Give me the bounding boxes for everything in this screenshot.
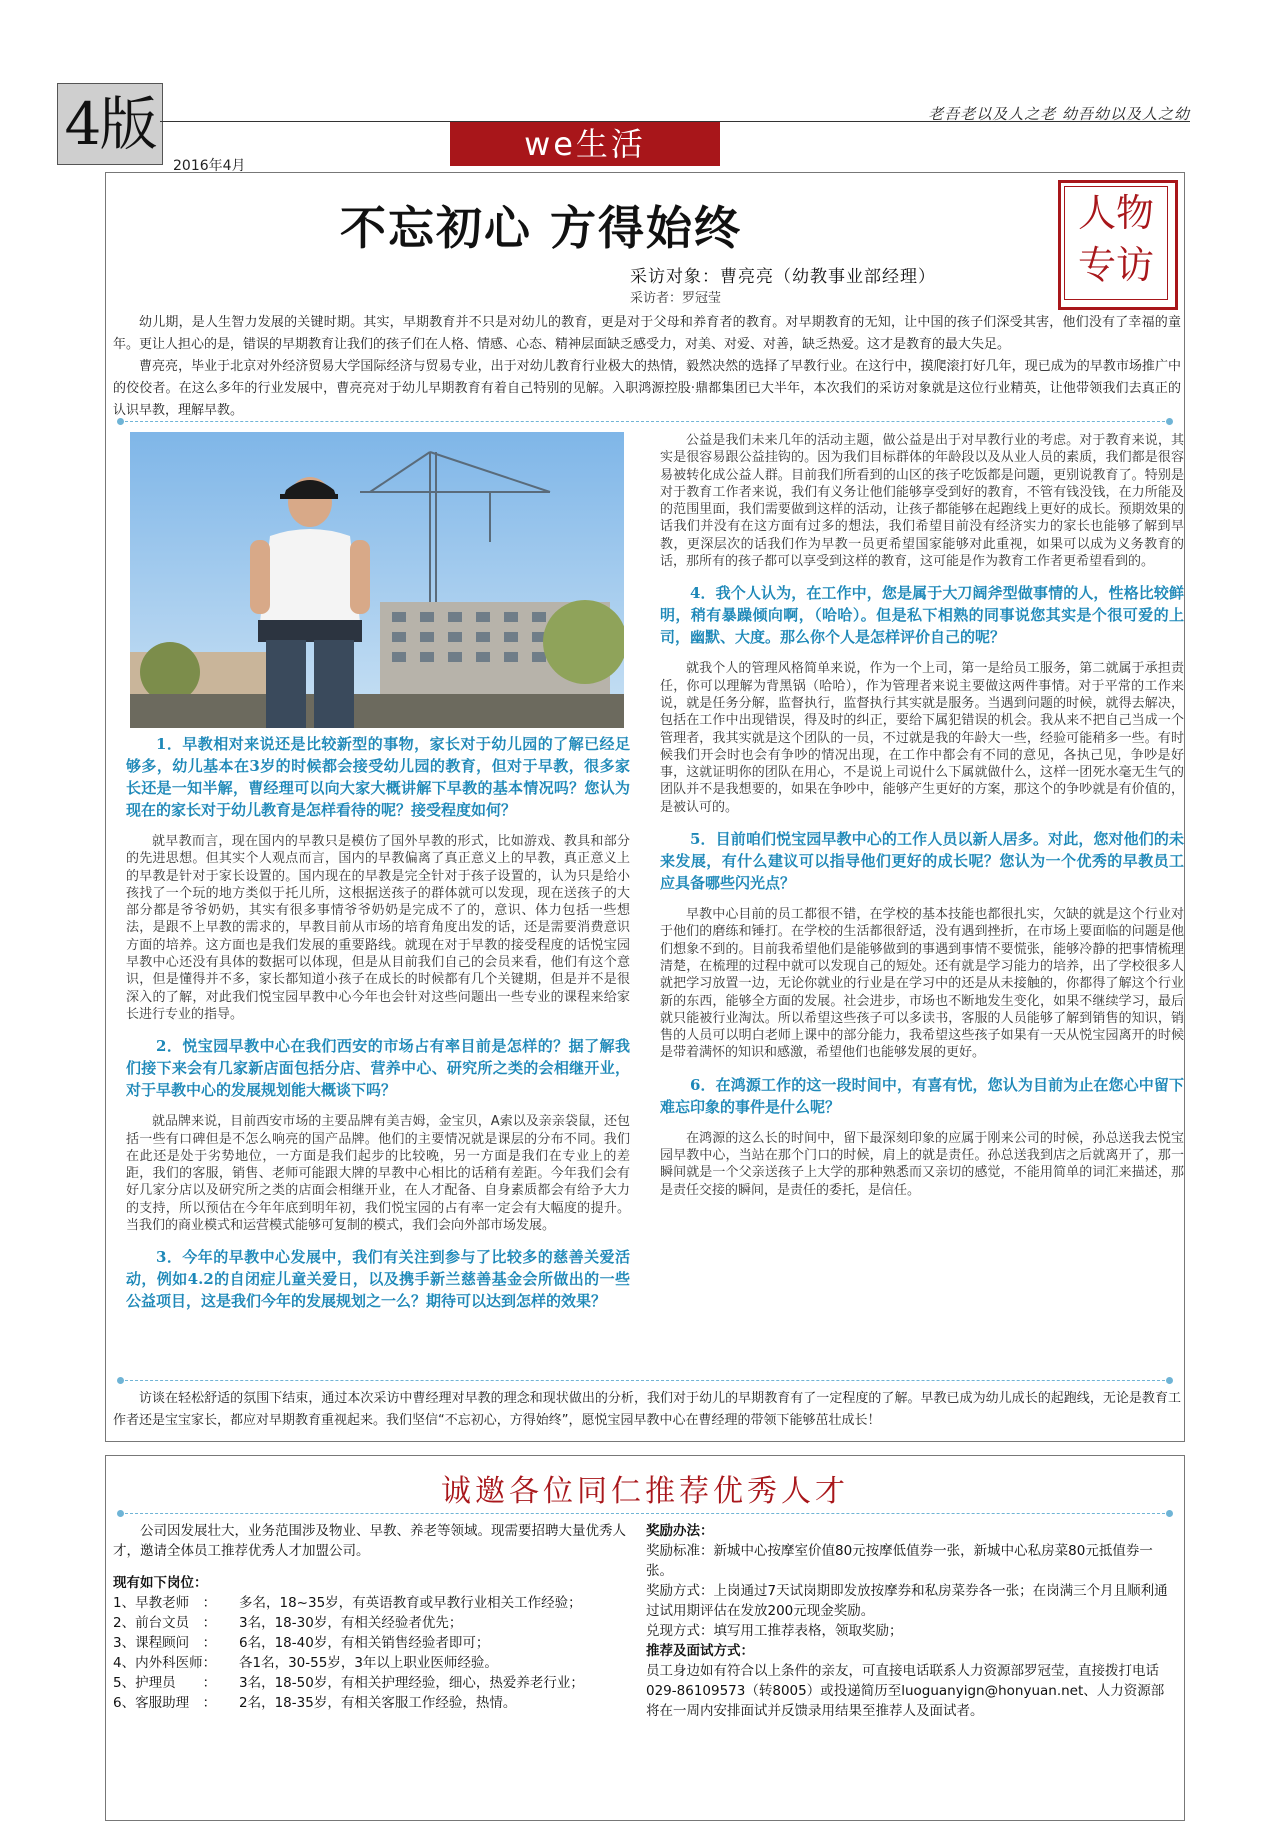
interview-question: 6．在鸿源工作的这一段时间中，有喜有忧，您认为目前为止在您心中留下难忘印象的事件是什么呢？ <box>660 1075 1184 1116</box>
interview-answer: 就早教而言，现在国内的早教只是模仿了国外早教的形式，比如游戏、教具和部分的先进思想。但其实个人观点而言，国内的早教偏离了真正意义上的早教，真正意义上的早教是针对于家长设置的。国内现在的早教是完全针对于孩子设置的，认为只是给小孩找了一个玩的地方类似于托儿所，这根据送孩子的群体就可以发现，现在送孩子的大部分都是爷爷奶奶，其实有很多事情爷爷奶奶是完成不了的，意识、体力包括一些想法，是跟不上早教的需求的，早教目前从市场的培育角度出发的话，还是需要消费意识方面的培养。这方面也是我们发展的重要路线。就现在对于早教的接受程度的话悦宝园早教中心还没有具体的数据可以体现，但是从目前我们自己的会员来看，他们有这个意识，但是懂得并不多，家长都知道小孩子在成长的时候都有几个关键期，但是并不是很深入的了解，对此我们悦宝园早教中心今年也会针对这些问题出一些专业的课程来给家长进行专业的指导。 <box>126 834 630 1022</box>
interview-question: 4．我个人认为，在工作中，您是属于大刀阔斧型做事情的人，性格比较鲜明，稍有暴躁倾向啊，（哈哈）。但是私下相熟的同事说您其实是个很可爱的上司，幽默、大度。那么你个人是怎样评价自己的呢？ <box>660 584 1184 647</box>
section-divider <box>120 421 1170 422</box>
interview-answer: 公益是我们未来几年的活动主题，做公益是出于对早教行业的考虑。对于教育来说，其实是很容易跟公益挂钩的。因为我们目标群体的年龄段以及从业人员的素质，我们都是很容易被转化成公益人群。目前我们所看到的山区的孩子吃饭都是问题，更别说教育了。特别是对于教育工作者来说，我们有义务让他们能够享受到好的教育，不管有钱没钱，在力所能及的范围里面，我们需要做到这样的活动，让孩子都能够在起跑线上更好的成长。预期效果的话我们并没有在这方面有过多的想法，我们希望目前没有经济实力的家长也能够了解到早教，更深层次的话我们作为早教一员更希望国家能够对此重视，如果可以成为义务教育的话，那所有的孩子都可以享受到这样的教育，这可能是作为教育工作者更希望看到的。 <box>660 433 1184 570</box>
feature-stamp-text <box>1064 186 1168 300</box>
interview-answer: 在鸿源的这么长的时间中，留下最深刻印象的应属于刚来公司的时候，孙总送我去悦宝园早教中心，当站在那个门口的时候，肩上的就是责任。孙总送我到店之后就离开了，那一瞬间就是一个父亲送孩子上大学的那种熟悉而又亲切的感觉，不能用简单的词汇来描述，那是责任交接的瞬间，是责任的委托，是信任。 <box>660 1130 1184 1198</box>
section-tab: we生活 <box>450 122 720 166</box>
interviewer-line: 采访者：罗冠莹 <box>630 291 722 306</box>
position-name: 6、客服助理 ： <box>113 1695 217 1711</box>
position-row <box>113 1653 633 1673</box>
section-divider <box>120 1380 1170 1381</box>
position-name: 1、早教老师 ： <box>113 1595 217 1611</box>
stamp-line: 人物 <box>1077 191 1154 235</box>
lead-paragraph: 幼儿期，是人生智力发展的关键时期。其实，早期教育并不只是对幼儿的教育，更是对于父母和养育者的教育。对早期教育的无知，让中国的孩子们深受其害，他们没有了幸福的童年。更让人担心的是，错误的早期教育让我们的孩子们在人格、情感、心态、精神层面缺乏感受力，对美、对爱、对善，缺乏热爱。这才是教育的最大失足。 <box>113 315 1181 352</box>
masthead-slogan: 老吾老以及人之老 幼吾幼以及人之幼 <box>928 105 1190 123</box>
position-desc: 6名，18-40岁，有相关销售经验者即可； <box>239 1635 490 1651</box>
position-desc: 2名，18-35岁，有相关客服工作经验，热情。 <box>239 1695 517 1711</box>
section-divider <box>120 1513 1170 1514</box>
interviewee-line: 采访对象：曹亮亮（幼教事业部经理） <box>630 267 936 287</box>
position-desc: 多名，18~35岁，有英语教育或早教行业相关工作经验； <box>239 1595 582 1611</box>
recruit-rewards <box>646 1521 1176 1721</box>
position-name: 3、课程顾问 ： <box>113 1635 217 1651</box>
apply-text: 员工身边如有符合以上条件的亲友，可直接电话联系人力资源部罗冠莹，直接拨打电话029-86109573（转8005）或投递简历至luoguanyign@honyuan.net、人力资源部将在一周内安排面试并反馈录用结果至推荐人及面试者。 <box>646 1663 1165 1719</box>
article-lead <box>113 312 1181 422</box>
position-desc: 3名，18-50岁，有相关护理经验，细心，热爱养老行业； <box>239 1675 584 1691</box>
closing-paragraph: 访谈在轻松舒适的氛围下结束，通过本次采访中曹经理对早教的理念和现状做出的分析，我们对于幼儿的早期教育有了一定程度的了解。早教已成为幼儿成长的起跑线，无论是教育工作者还是宝宝家长，都应对早期教育重视起来。我们坚信“不忘初心，方得始终”，愿悦宝园早教中心在曹经理的带领下能够茁壮成长！ <box>113 1391 1181 1428</box>
position-desc: 3名，18-30岁，有相关经验者优先； <box>239 1615 463 1631</box>
reward-line: 奖励方式：上岗通过7天试岗期即发放按摩券和私房菜券各一张；在岗满三个月且顺利通过试用期评估在发放200元现金奖励。 <box>646 1583 1168 1619</box>
reward-heading: 奖励办法： <box>646 1523 714 1539</box>
lead-paragraph: 曹亮亮，毕业于北京对外经济贸易大学国际经济与贸易专业，出于对幼儿教育行业极大的热情，毅然决然的选择了早教行业。在这行中，摸爬滚打好几年，现已成为的早教市场推广中的佼佼者。在这么多年的行业发展中，曹亮亮对于幼儿早期教育有着自己特别的见解。入职鸿源控股·鼎都集团已大半年，本次我们的采访对象就是这位行业精英，让他带领我们去真正的认识早教，理解早教。 <box>113 359 1181 418</box>
article-closing <box>113 1388 1181 1432</box>
recruit-positions <box>113 1521 633 1713</box>
position-row <box>113 1613 633 1633</box>
article-column-right <box>660 432 1184 1199</box>
interview-question: 2．悦宝园早教中心在我们西安的市场占有率目前是怎样的？据了解我们接下来会有几家新店面包括分店、营养中心、研究所之类的会相继开业，对于早教中心的发展规划能大概谈下吗？ <box>126 1037 630 1100</box>
position-row <box>113 1693 633 1713</box>
position-row <box>113 1593 633 1613</box>
interview-answer: 就我个人的管理风格简单来说，作为一个上司，第一是给员工服务，第二就属于承担责任，你可以理解为背黑锅（哈哈），作为管理者来说主要做这两件事情。对于平常的工作来说，就是任务分解，监督执行，监督执行其实就是服务。当遇到问题的时候，就得去解决，包括在工作中出现错误，得及时的纠正，要给下属犯错误的机会。我从来不把自己当成一个管理者，我其实就是这个团队的一员，不过就是我的年龄大一些，经验可能稍多一些。有时候我们开会时也会有争吵的情况出现，在工作中都会有不同的意见，各执己见，争吵是好事，这就证明你的团队在用心，不是说上司说什么下属就做什么，这样一团死水毫无生气的团队并不是我想要的，如果在争吵中，能够产生更好的方案，那这个的争吵就是有价值的，是被认可的。 <box>660 661 1184 815</box>
interview-answer: 早教中心目前的员工都很不错，在学校的基本技能也都很扎实，欠缺的就是这个行业对于他们的磨练和锤打。在学校的生活都很舒适，没有遇到挫折，在市场上要面临的问题是他们想象不到的。目前我希望他们是能够做到的事遇到事情不要慌张，能够冷静的把事情梳理清楚，在梳理的过程中就可以发现自己的短处。还有就是学习能力的培养，出了学校很多人就把学习放置一边，无论你就业的行业是在学习中的还是从未接触的，你都得了解这个行业新的东西，能够全方面的发展。社会进步，市场也不断地发生变化，如果不继续学习，最后就只能被行业淘汰。所以希望这些孩子可以多读书，客服的人员能够了解到销售的知识，销售的人员可以明白老师上课中的部分能力，我希望这些孩子如果有一天从悦宝园离开的时候是带着满怀的知识和感激，希望他们也能够发展的更好。 <box>660 907 1184 1061</box>
article-title: 不忘初心 方得始终 <box>340 201 743 255</box>
position-name: 4、内外科医师： <box>113 1655 217 1671</box>
article-column-left <box>126 733 630 1312</box>
reward-line: 奖励标准：新城中心按摩室价值80元按摩低值券一张，新城中心私房菜80元抵值券一张。 <box>646 1543 1153 1579</box>
issue-date: 2016年4月 <box>173 158 246 174</box>
apply-heading: 推荐及面试方式： <box>646 1643 754 1659</box>
interview-question: 1．早教相对来说还是比较新型的事物，家长对于幼儿园的了解已经足够多，幼儿基本在3岁的时候都会接受幼儿园的教育，但对于早教，很多家长还是一知半解，曹经理可以向大家大概讲解下早教的基本情况吗？您认为现在的家长对于幼儿教育是怎样看待的呢？接受程度如何？ <box>126 735 630 819</box>
page-number: 4版 <box>57 83 163 165</box>
position-name: 5、护理员 ： <box>113 1675 217 1691</box>
stamp-line: 专访 <box>1077 243 1154 287</box>
photo-illustration <box>130 432 624 728</box>
reward-line: 兑现方式：填写用工推荐表格，领取奖励； <box>646 1623 903 1639</box>
interview-question: 5．目前咱们悦宝园早教中心的工作人员以新人居多。对此，您对他们的未来发展，有什么建议可以指导他们更好的成长呢？您认为一个优秀的早教员工应具备哪些闪光点？ <box>660 830 1184 893</box>
recruit-title: 诚邀各位同仁推荐优秀人才 <box>441 1474 849 1509</box>
position-row <box>113 1673 633 1693</box>
position-name: 2、前台文员 ： <box>113 1615 217 1631</box>
interviewee-photo <box>130 432 624 728</box>
interview-question: 3．今年的早教中心发展中，我们有关注到参与了比较多的慈善关爱活动，例如4.2的自闭症儿童关爱日，以及携手新兰慈善基金会所做出的一些公益项目，这是我们今年的发展规划之一么？期待可以达到怎样的效果？ <box>126 1248 630 1311</box>
interview-answer: 就品牌来说，目前西安市场的主要品牌有美吉姆，金宝贝，A索以及亲亲袋鼠，还包括一些有口碑但是不怎么响亮的国产品牌。他们的主要情况就是课层的分布不同。我们在此还是处于劣势地位，一方面是我们起步的比较晚，另一方面是我们在专业上的差距，我们的客服，销售、老师可能跟大牌的早教中心相比的话稍有差距。今年我们会有好几家分店以及研究所之类的店面会相继开业，在人才配备、自身素质都会有给予大力的支持，所以预估在今年年底到明年初，我们悦宝园的占有率一定会有大幅度的提升。当我们的商业模式和运营模式能够可复制的模式，我们会向外部市场发展。 <box>126 1114 630 1234</box>
positions-heading: 现有如下岗位： <box>113 1575 208 1591</box>
recruit-intro: 公司因发展壮大，业务范围涉及物业、早教、养老等领域。现需要招聘大量优秀人才，邀请全体员工推荐优秀人才加盟公司。 <box>113 1523 626 1559</box>
position-row <box>113 1633 633 1653</box>
position-desc: 各1名，30-55岁，3年以上职业医师经验。 <box>239 1655 498 1671</box>
